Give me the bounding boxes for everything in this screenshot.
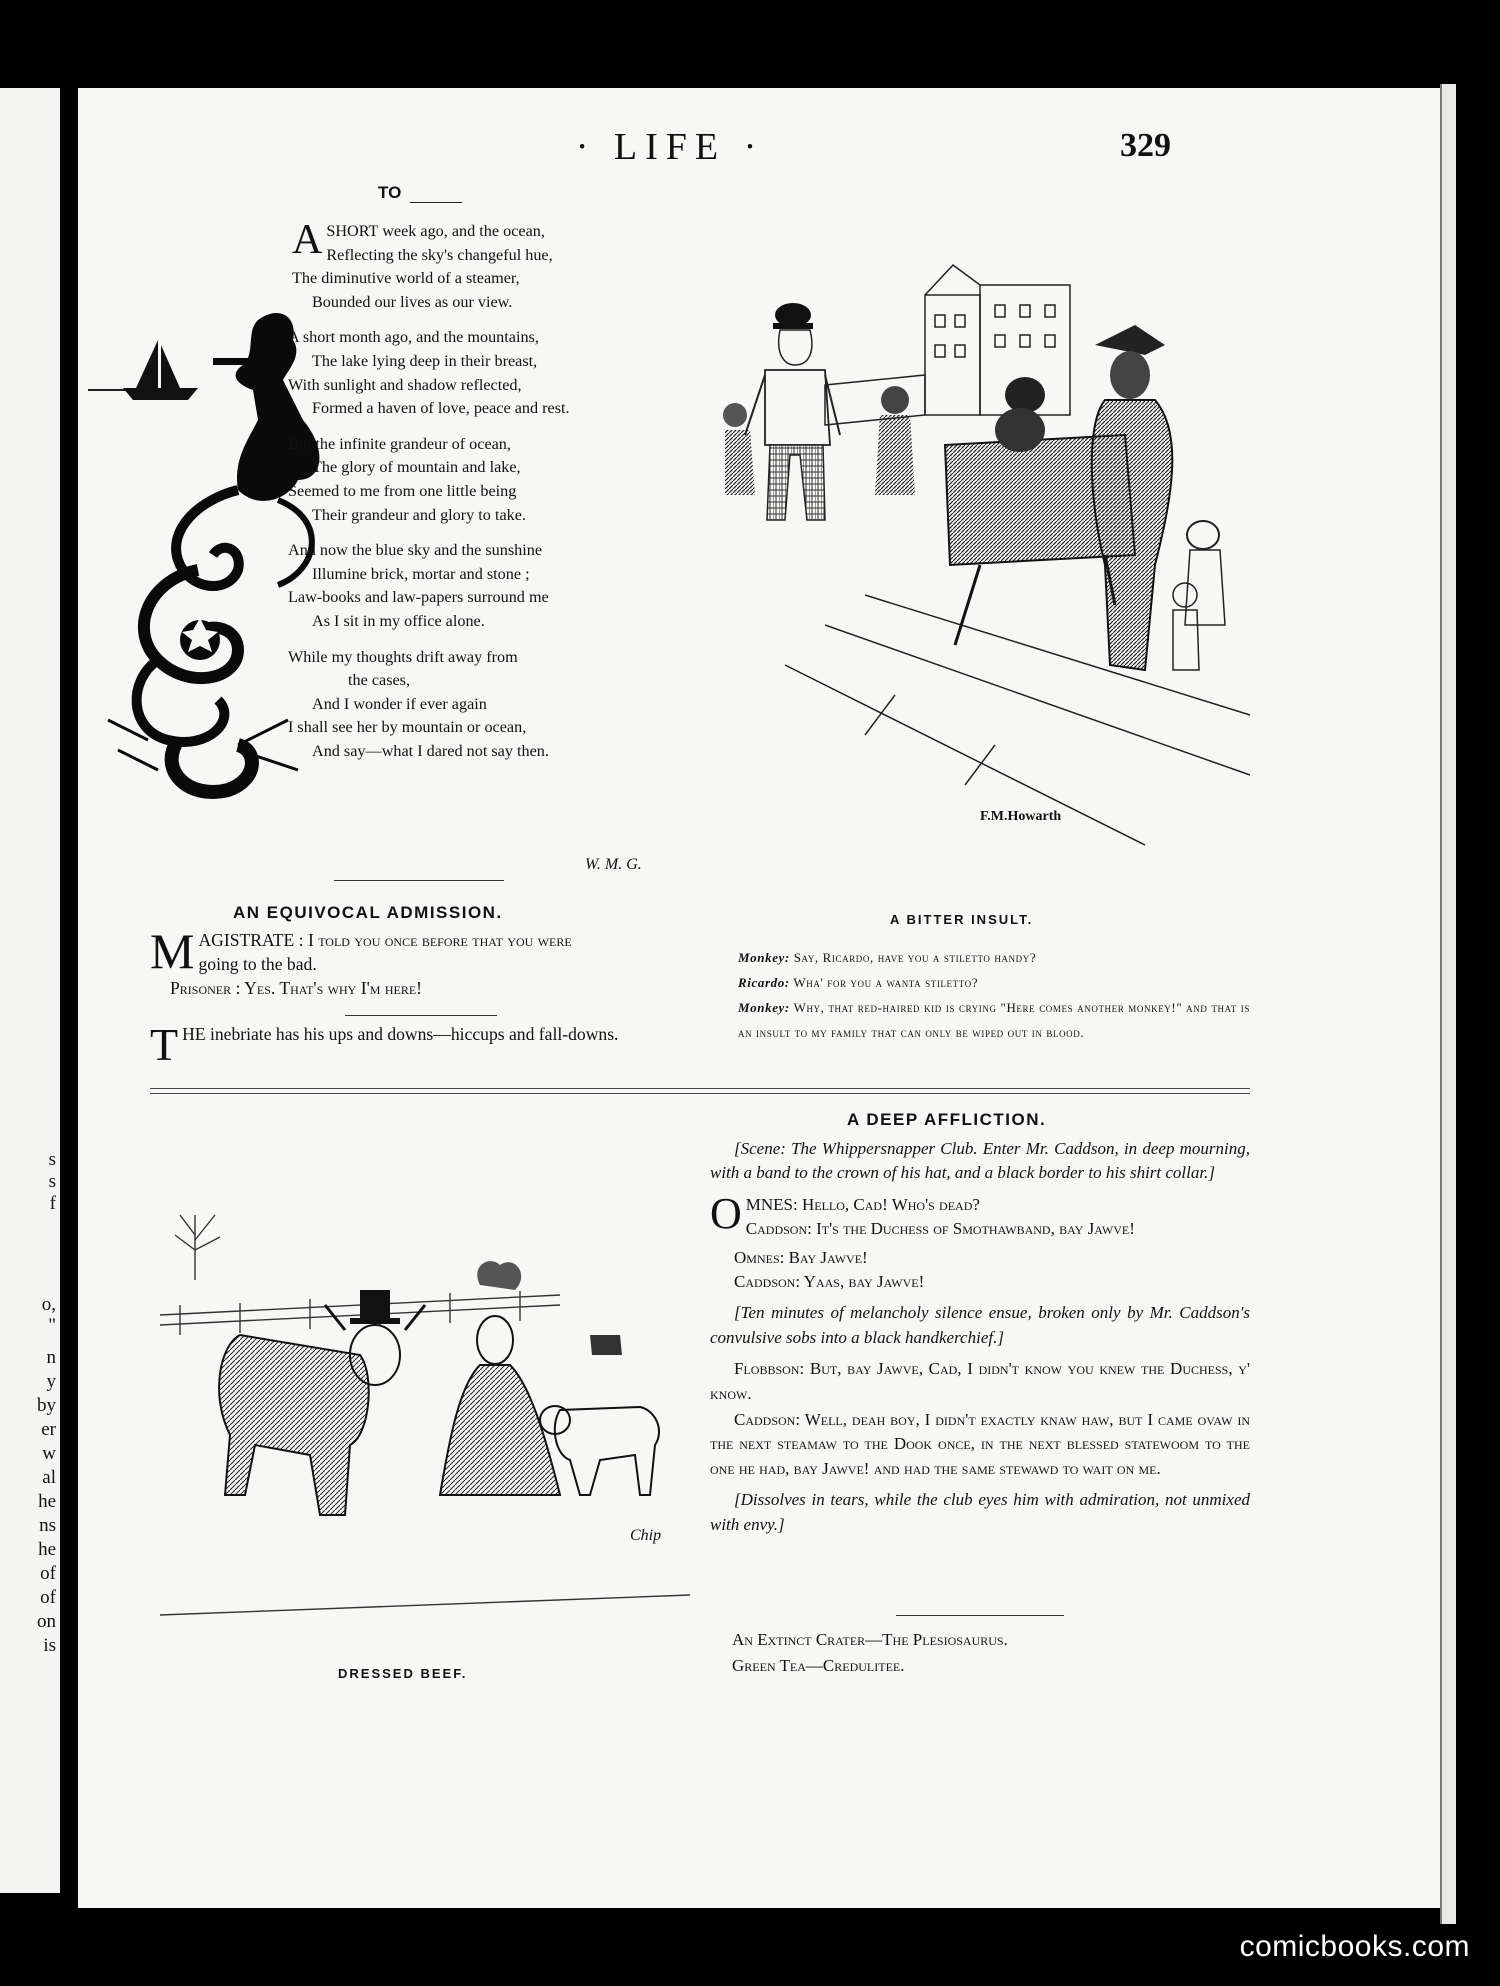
watermark: comicbooks.com [1239,1930,1470,1963]
poem-stanza [288,433,718,527]
riddle-line: Green Tea—Credulitee. [732,1656,905,1675]
page-number: 329 [1120,127,1171,164]
facing-page-fragment: of [40,1563,56,1584]
poem-title-dash [410,202,462,203]
poem-stanza [288,217,718,314]
poem-signature: W. M. G. [585,856,642,873]
facing-page-fragment: o, [41,1294,56,1315]
poem-stanza [288,326,718,420]
bitter-insult-dialogue [738,945,1250,1045]
poem-line: A short month ago, and the mountains, [288,328,539,347]
dialogue-line: Say, Ricardo, have you a stiletto handy? [793,950,1037,965]
dialogue-line: Caddson: Well, deah boy, I didn't exactly knaw haw, but I came ovaw in the next steamaw to the Dook once, in the next blessed statewoom to the one he had, bay Jawve! and had the same stewawd to wait on me. [710,1410,1250,1478]
facing-page-fragment: he [38,1539,56,1560]
poem-line: I shall see her by mountain or ocean, [288,718,527,737]
poem-line: Illumine brick, mortar and stone ; [312,564,530,583]
bitter-insult-caption: A BITTER INSULT. [890,912,1034,927]
poem-line: the cases, [348,671,411,690]
poem-line: And I wonder if ever again [312,694,487,713]
drop-cap: T [150,1019,179,1070]
facing-page-fragment: he [38,1491,56,1512]
poem-line: And say—what I dared not say then. [312,741,549,760]
equivocal-body [150,923,690,1000]
poem-line: Bounded our lives as our view. [312,292,513,311]
facing-page-fragment: " [48,1315,56,1336]
poem-line: And now the blue sky and the sunshine [288,541,543,560]
facing-page-fragment: f [49,1193,56,1214]
poem-line: The lake lying deep in their breast, [312,351,538,370]
poem-title: TO [378,183,402,202]
masthead-title: · LIFE · [575,126,765,168]
stage-direction: [Dissolves in tears, while the club eyes him with admiration, not unmixed with envy.] [710,1490,1250,1534]
equivocal-line: AGISTRATE : I told you once before that you were [198,930,572,950]
organ-grinder-illustration [725,265,1250,845]
poem-line: While my thoughts drift away from [288,647,518,666]
speaker-label: Ricardo: [738,975,790,990]
poem-line: But the infinite grandeur of ocean, [288,434,511,453]
dressed-beef-caption: DRESSED BEEF. [338,1666,468,1681]
facing-page-fragment: s [48,1171,56,1192]
poem-line: Reflecting the sky's changeful hue, [326,245,553,264]
riddle-line: An Extinct Crater—The Plesiosaurus. [732,1630,1008,1649]
inebriate-joke [150,1019,690,1070]
riddles [732,1627,1008,1679]
dialogue-line: Wha' for you a wanta stiletto? [793,975,979,990]
dialogue-line: Why, that red-haired kid is crying "Here comes another monkey!" and that is an insult to my family that can only be wiped out in blood. [738,1000,1250,1040]
facing-page-fragment: y [46,1371,56,1392]
organ-grinder-artist-signature: F.M.Howarth [980,809,1062,824]
poem-line: The diminutive world of a steamer, [292,269,520,288]
poem-stanza [288,539,718,633]
dialogue-line: MNES: Hello, Cad! Who's dead? [745,1194,980,1214]
facing-page-fragment: er [41,1419,56,1440]
equivocal-line: Prisoner : Yes. That's why I'm here! [170,978,423,998]
dialogue-line: Flobbson: But, bay Jawve, Cad, I didn't know you knew the Duchess, y' know. [710,1359,1250,1403]
poem-line: Their grandeur and glory to take. [312,505,526,524]
poem-stanza [288,646,718,764]
speaker-label: Monkey: [738,1000,790,1015]
stage-direction: [Scene: The Whippersnapper Club. Enter Mr. Caddson, in deep mourning, with a band to the crown of his hat, and a black border to his shirt collar.] [710,1139,1250,1183]
drop-cap: M [150,923,195,979]
divider-rule [334,880,504,881]
deep-affliction-body [710,1137,1250,1544]
facing-page-fragment: is [43,1635,56,1656]
stage-direction: [Ten minutes of melancholy silence ensue, broken only by Mr. Caddson's convulsive sobs into a black handkerchief.] [710,1303,1250,1347]
section-divider [150,1093,1250,1094]
equivocal-line: going to the bad. [198,954,317,974]
divider-rule [896,1615,1064,1616]
poem-line: The glory of mountain and lake, [312,458,521,477]
facing-page-fragment: of [40,1587,56,1608]
facing-page-edge [0,88,60,1893]
facing-page-fragment: by [37,1395,56,1416]
poem-line: Formed a haven of love, peace and rest. [312,399,570,418]
dressed-beef-artist-signature: Chip [630,1527,662,1544]
poem-line: Law-books and law-papers surround me [288,588,549,607]
drop-cap: O [710,1188,742,1238]
facing-page-fragment: al [42,1467,56,1488]
poem-line: With sunlight and shadow reflected, [288,375,522,394]
speaker-label: Monkey: [738,950,790,965]
poem-line: As I sit in my office alone. [312,611,485,630]
equivocal-title: AN EQUIVOCAL ADMISSION. [233,903,503,922]
facing-page-fragment: s [48,1149,56,1170]
inebriate-text: HE inebriate has his ups and downs—hiccups and fall-downs. [182,1024,619,1044]
dialogue-line: Caddson: Yaas, bay Jawve! [734,1272,925,1292]
divider-rule [345,1015,497,1016]
dialogue-line: Omnes: Bay Jawve! [734,1247,868,1267]
poem-drop-cap: A [292,217,323,263]
facing-page-fragment: on [37,1611,56,1632]
facing-page-fragment: n [46,1347,56,1368]
section-divider [150,1088,1250,1089]
poem-body [288,217,718,775]
deep-affliction-title: A DEEP AFFLICTION. [847,1110,1047,1129]
page-edge [1440,84,1456,1924]
poem-line: SHORT week ago, and the ocean, [326,222,545,240]
facing-page-fragment: w [42,1443,56,1464]
dressed-beef-illustration [160,1195,690,1635]
poem-line: Seemed to me from one little being [288,481,517,500]
facing-page-fragment: ns [39,1515,56,1536]
dialogue-line: Caddson: It's the Duchess of Smothawband, bay Jawve! [745,1219,1135,1239]
